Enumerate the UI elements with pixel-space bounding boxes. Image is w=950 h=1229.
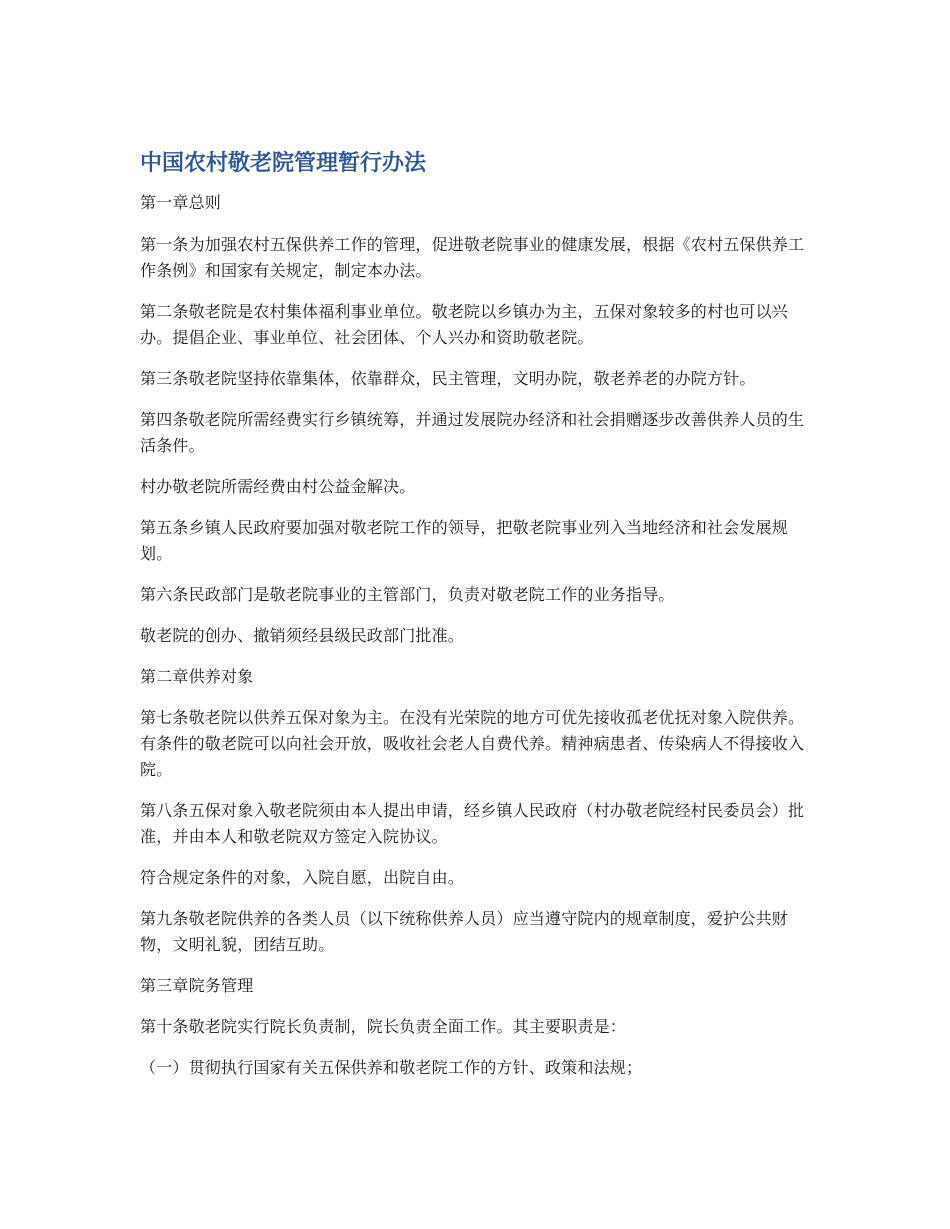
article-2: 第二条敬老院是农村集体福利事业单位。敬老院以乡镇办为主，五保对象较多的村也可以兴办。提倡企业、事业单位、社会团体、个人兴办和资助敬老院。 (140, 302, 789, 347)
article-9: 第九条敬老院供养的各类人员（以下统称供养人员）应当遵守院内的规章制度，爱护公共财物，文明礼貌，团结互助。 (140, 909, 789, 954)
chapter-1-heading: 第一章总则 (140, 193, 222, 212)
document-title: 中国农村敬老院管理暂行办法 (140, 151, 427, 176)
article-4: 第四条敬老院所需经费实行乡镇统筹，并通过发展院办经济和社会捐赠逐步改善供养人员的生活条件。 (140, 410, 805, 455)
article-1: 第一条为加强农村五保供养工作的管理，促进敬老院事业的健康发展，根据《农村五保供养工作条例》和国家有关规定，制定本办法。 (140, 235, 805, 280)
article-5: 第五条乡镇人民政府要加强对敬老院工作的领导，把敬老院事业列入当地经济和社会发展规划。 (140, 518, 789, 563)
article-7: 第七条敬老院以供养五保对象为主。在没有光荣院的地方可优先接收孤老优抚对象入院供养。有条件的敬老院可以向社会开放，吸收社会老人自费代养。精神病患者、传染病人不得接收入院。 (140, 708, 805, 779)
article-3: 第三条敬老院坚持依靠集体，依靠群众，民主管理，文明办院，敬老养老的办院方针。 (140, 369, 756, 388)
article-10: 第十条敬老院实行院长负责制，院长负责全面工作。其主要职责是： (140, 1017, 627, 1036)
document-page (140, 148, 810, 1096)
article-4-clause: 村办敬老院所需经费由村公益金解决。 (140, 477, 416, 496)
article-8-clause: 符合规定条件的对象，入院自愿，出院自由。 (140, 868, 465, 887)
article-6: 第六条民政部门是敬老院事业的主管部门，负责对敬老院工作的业务指导。 (140, 585, 675, 604)
chapter-3-heading: 第三章院务管理 (140, 976, 254, 995)
article-6-clause: 敬老院的创办、撤销须经县级民政部门批准。 (140, 626, 465, 645)
article-10-item-1: （一）贯彻执行国家有关五保供养和敬老院工作的方针、政策和法规； (140, 1058, 643, 1077)
chapter-2-heading: 第二章供养对象 (140, 667, 254, 686)
article-8: 第八条五保对象入敬老院须由本人提出申请，经乡镇人民政府（村办敬老院经村民委员会）批准，并由本人和敬老院双方签定入院协议。 (140, 801, 805, 846)
